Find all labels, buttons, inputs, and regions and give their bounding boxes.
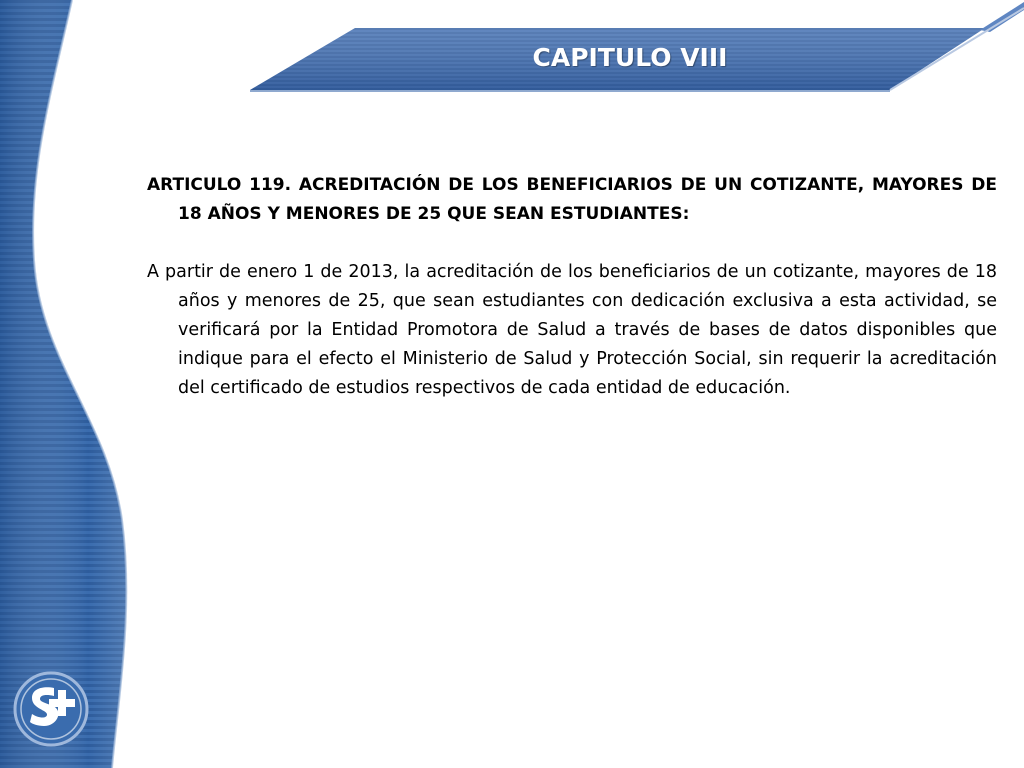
article-heading: ARTICULO 119. ACREDITACIÓN DE LOS BENEFICIARIOS DE UN COTIZANTE, MAYORES DE 18 AÑOS Y MENORES DE 25 QUE SEAN ESTUDIANTES: <box>147 175 997 224</box>
article-content <box>147 171 997 403</box>
article-body: A partir de enero 1 de 2013, la acreditación de los beneficiarios de un cotizante, mayores de 18 años y menores de 25, que sean estudiantes con dedicación exclusiva a esta actividad, se verificará por la Entidad Promotora de Salud a través de bases de datos disponibles que indique para el efecto el Ministerio de Salud y Protección Social, sin requerir la acreditación del certificado de estudios respectivos de cada entidad de educación. <box>147 262 997 398</box>
slide-title: CAPITULO VIII <box>532 43 728 72</box>
ss-logo-icon <box>10 668 92 750</box>
side-decoration-band <box>0 0 150 768</box>
